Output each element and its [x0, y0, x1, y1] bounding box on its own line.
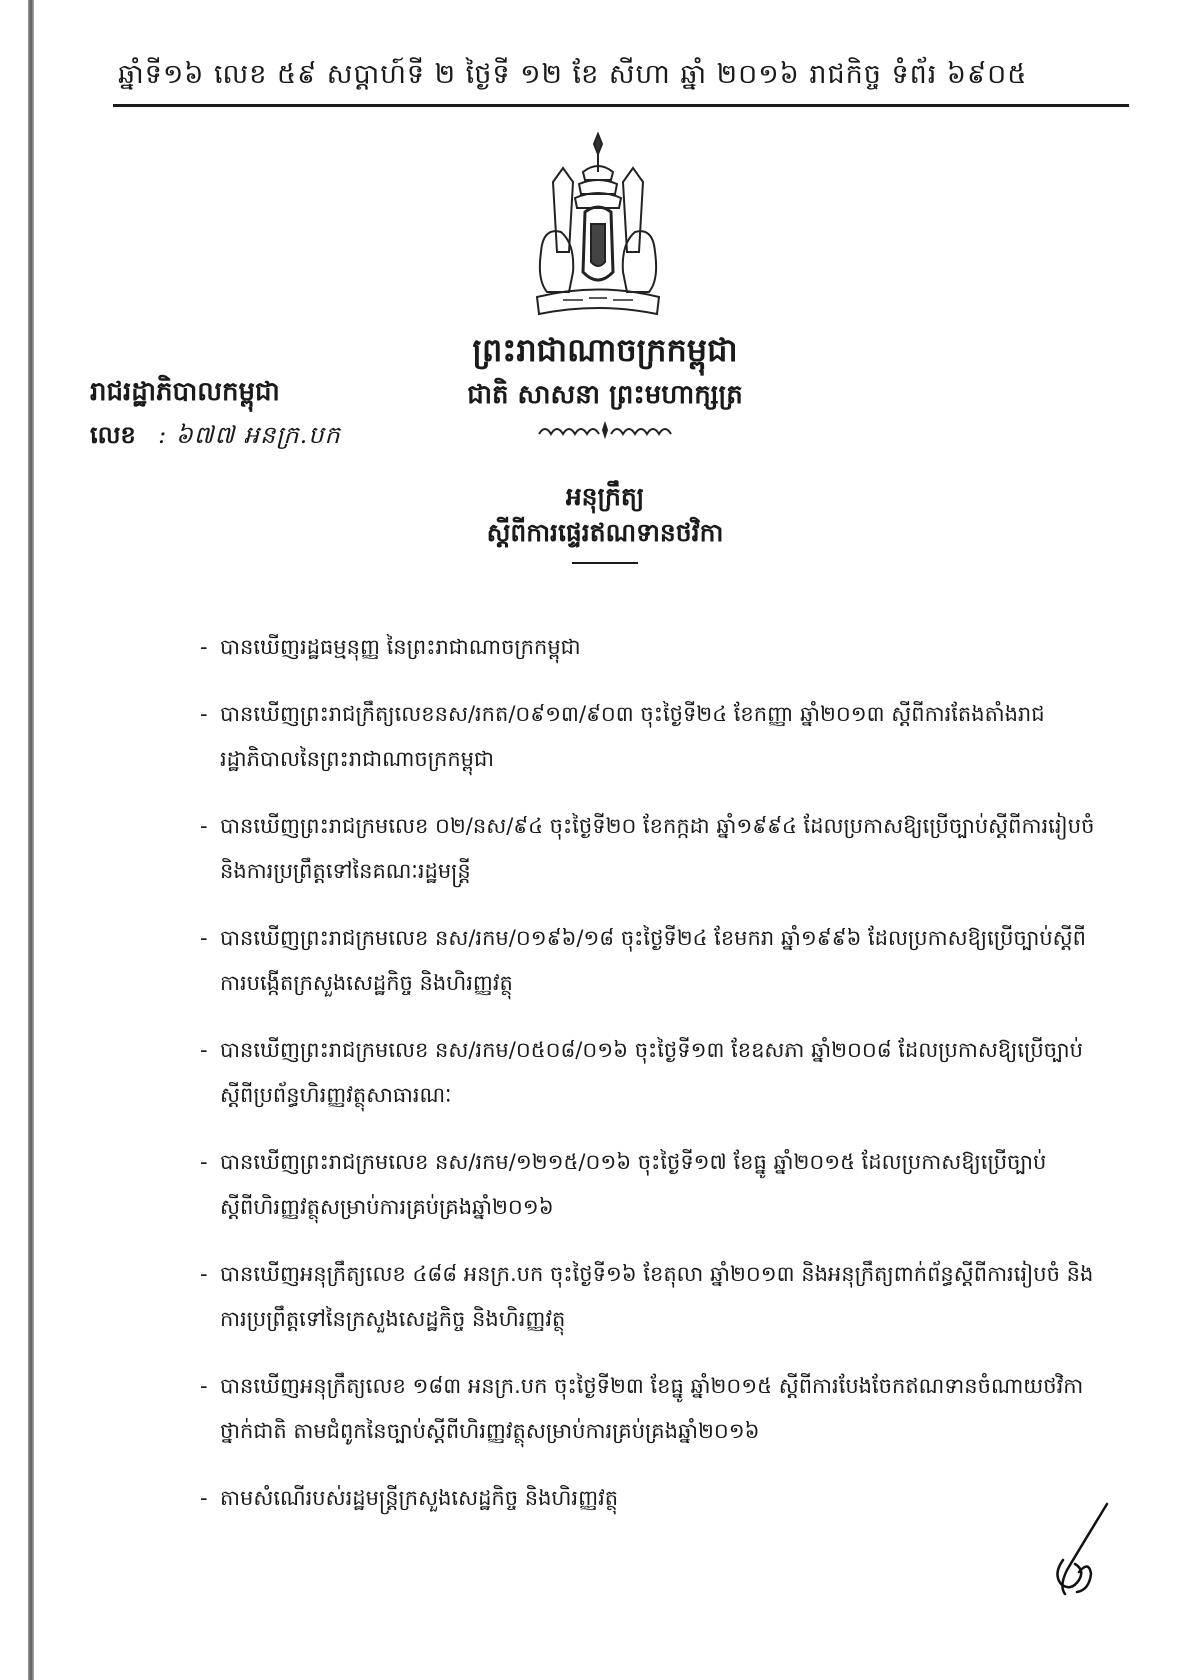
preamble-item: - បានឃើញព្រះរាជក្រមលេខ ០២/នស/៩៤ ចុះថ្ងៃទី២០ ខែកក្កដា ឆ្នាំ១៩៩៤ ដែលប្រកាសឱ្យប្រើច្បាប់ស្ដីពីការរៀបចំ និងការប្រព្រឹត្តទៅនៃគណៈរដ្ឋមន្ត្រី	[200, 804, 1105, 894]
reference-number	[90, 420, 341, 455]
header-rule	[113, 104, 1129, 107]
reference-label: លេខ	[90, 421, 136, 449]
preamble-item: - បានឃើញព្រះរាជក្រមលេខ នស/រកម/០៥០៨/០១៦ ចុះថ្ងៃទី១៣ ខែឧសភា ឆ្នាំ២០០៨ ដែលប្រកាសឱ្យប្រើច្បាប់ស្ដីពីប្រព័ន្ធហិរញ្ញវត្ថុសាធារណៈ	[200, 1028, 1105, 1118]
binding-edge	[28, 0, 34, 1680]
document-type: អនុក្រឹត្យ	[565, 482, 645, 511]
preamble-item: - បានឃើញព្រះរាជក្រមលេខ នស/រកម/១២១៥/០១៦ ចុះថ្ងៃទី១៧ ខែធ្នូ ឆ្នាំ២០១៥ ដែលប្រកាសឱ្យប្រើច្បាប់ស្ដីពីហិរញ្ញវត្ថុសម្រាប់ការគ្រប់គ្រងឆ្នាំ២០១៦	[200, 1140, 1105, 1230]
title-underline	[572, 562, 638, 564]
issuing-authority: រាជរដ្ឋាភិបាលកម្ពុជា	[90, 377, 280, 407]
preamble-item: - បានឃើញអនុក្រឹត្យលេខ ៤៨៨ អនក្រ.បក ចុះថ្ងៃទី១៦ ខែតុលា ឆ្នាំ២០១៣ និងអនុក្រឹត្យពាក់ព័ន្ធស្ដីពីការរៀបចំ និងការប្រព្រឹត្តទៅនៃក្រសួងសេដ្ឋកិច្ច និងហិរញ្ញវត្ថុ	[200, 1252, 1105, 1342]
preamble-item: - បានឃើញរដ្ឋធម្មនុញ្ញ នៃព្រះរាជាណាចក្រកម្ពុជា	[200, 625, 1105, 670]
preamble-item: - បានឃើញអនុក្រឹត្យលេខ ១៨៣ អនក្រ.បក ចុះថ្ងៃទី២៣ ខែធ្នូ ឆ្នាំ២០១៥ ស្ដីពីការបែងចែកឥណទានចំណាយថវិកាថ្នាក់ជាតិ តាមជំពូកនៃច្បាប់ស្ដីពីហិរញ្ញវត្ថុសម្រាប់ការគ្រប់គ្រងឆ្នាំ២០១៦	[200, 1364, 1105, 1454]
ornament-divider-icon	[535, 420, 675, 440]
reference-value: : ៦៧៧ អនក្រ.បក	[158, 421, 341, 449]
gazette-header: ឆ្នាំទី១៦ លេខ ៥៩ សប្ដាហ៍ទី ២ ថ្ងៃទី ១២ ខែ សីហា ឆ្នាំ ២០១៦ រាជកិច្ច ទំព័រ ៦៩០៥	[118, 59, 1028, 90]
document-subject: ស្ដីពីការផ្ទេរឥណទានថវិកា	[486, 518, 724, 547]
kingdom-title: ព្រះរាជាណាចក្រកម្ពុជា	[472, 331, 738, 369]
royal-coat-of-arms-icon	[533, 132, 663, 322]
handwritten-initial-icon	[1045, 1500, 1125, 1600]
preamble-item: - បានឃើញព្រះរាជក្រមលេខ នស/រកម/០១៩៦/១៨ ចុះថ្ងៃទី២៤ ខែមករា ឆ្នាំ១៩៩៦ ដែលប្រកាសឱ្យប្រើច្បាប់ស្ដីពីការបង្កើតក្រសួងសេដ្ឋកិច្ច និងហិរញ្ញវត្ថុ	[200, 916, 1105, 1006]
preamble-list	[200, 625, 1105, 1543]
preamble-item: - បានឃើញព្រះរាជក្រឹត្យលេខនស/រកត/០៩១៣/៩០៣ ចុះថ្ងៃទី២៤ ខែកញ្ញា ឆ្នាំ២០១៣ ស្ដីពីការតែងតាំងរាជរដ្ឋាភិបាលនៃព្រះរាជាណាចក្រកម្ពុជា	[200, 692, 1105, 782]
preamble-item: - តាមសំណើរបស់រដ្ឋមន្ត្រីក្រសួងសេដ្ឋកិច្ច និងហិរញ្ញវត្ថុ	[200, 1476, 1105, 1521]
national-motto: ជាតិ សាសនា ព្រះមហាក្សត្រ	[467, 380, 743, 410]
